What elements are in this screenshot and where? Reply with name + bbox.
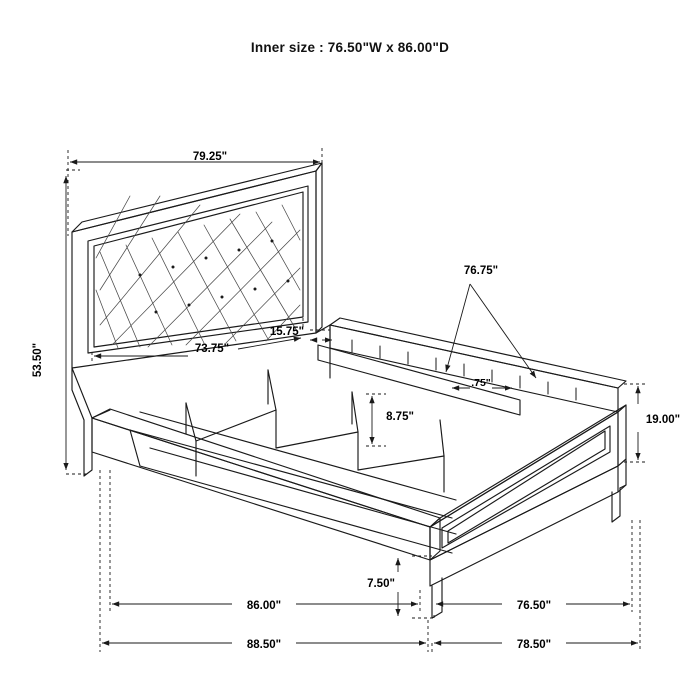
dim-headboard-height: 53.50" (32, 342, 44, 378)
dim-slat-height: 8.75" (386, 411, 414, 423)
dim-overall-width: 78.50" (516, 639, 552, 651)
dim-frame-inner-depth: 86.00" (246, 600, 282, 612)
dim-rail-to-headboard: 15.75" (269, 326, 305, 338)
dimension-lines (66, 148, 646, 652)
dim-inner-frame-width: 76.75" (463, 265, 499, 277)
dim-footboard-height: 19.00" (645, 414, 681, 426)
dim-leg-height: 7.50" (367, 578, 395, 590)
bed-outline (72, 163, 626, 618)
dim-headboard-width: 79.25" (192, 151, 228, 163)
dim-slat-thickness: .75" (471, 377, 491, 389)
dim-overall-depth: 88.50" (246, 639, 282, 651)
dim-headboard-panel-width: 73.75" (194, 343, 230, 355)
dimension-labels (32, 151, 680, 651)
page-title: Inner size : 76.50"W x 86.00"D (250, 40, 450, 55)
dim-footboard-width: 76.50" (516, 600, 552, 612)
